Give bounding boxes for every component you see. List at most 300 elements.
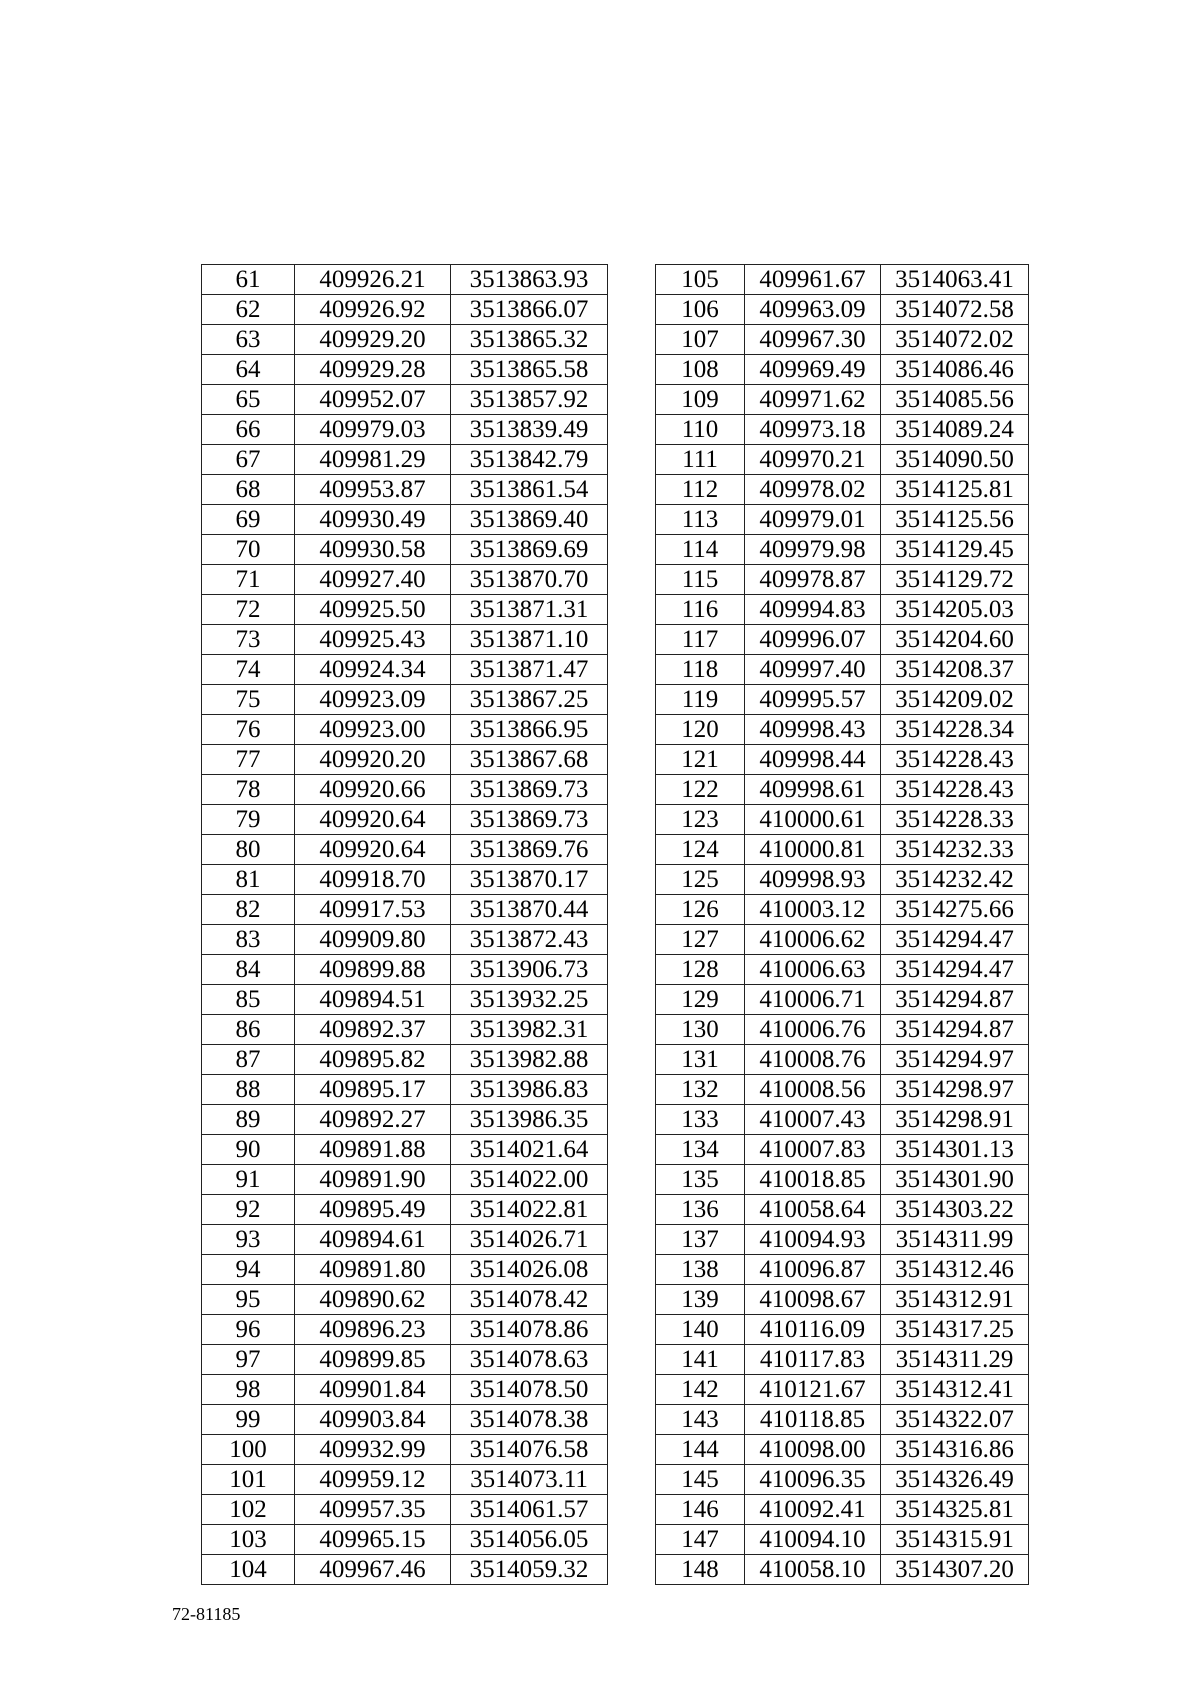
table-row <box>656 1105 1029 1135</box>
table-row <box>202 1255 608 1285</box>
table-row <box>656 865 1029 895</box>
table-row <box>656 595 1029 625</box>
x-coordinate-cell: 409920.20 <box>295 745 451 775</box>
point-number-cell: 138 <box>656 1255 745 1285</box>
point-number-cell: 84 <box>202 955 295 985</box>
x-coordinate-cell: 409925.50 <box>295 595 451 625</box>
point-number-cell: 130 <box>656 1015 745 1045</box>
point-number-cell: 113 <box>656 505 745 535</box>
point-number-cell: 114 <box>656 535 745 565</box>
table-row <box>656 1225 1029 1255</box>
x-coordinate-cell: 409994.83 <box>745 595 881 625</box>
point-number-cell: 81 <box>202 865 295 895</box>
point-number-cell: 147 <box>656 1525 745 1555</box>
y-coordinate-cell: 3514026.71 <box>451 1225 608 1255</box>
y-coordinate-cell: 3513986.35 <box>451 1105 608 1135</box>
y-coordinate-cell: 3514125.56 <box>881 505 1029 535</box>
point-number-cell: 92 <box>202 1195 295 1225</box>
y-coordinate-cell: 3513986.83 <box>451 1075 608 1105</box>
point-number-cell: 71 <box>202 565 295 595</box>
y-coordinate-cell: 3513869.73 <box>451 775 608 805</box>
y-coordinate-cell: 3514076.58 <box>451 1435 608 1465</box>
point-number-cell: 100 <box>202 1435 295 1465</box>
y-coordinate-cell: 3513869.73 <box>451 805 608 835</box>
x-coordinate-cell: 409978.87 <box>745 565 881 595</box>
x-coordinate-cell: 410096.87 <box>745 1255 881 1285</box>
x-coordinate-cell: 410096.35 <box>745 1465 881 1495</box>
table-row <box>656 625 1029 655</box>
y-coordinate-cell: 3514294.47 <box>881 925 1029 955</box>
table-row <box>656 265 1029 295</box>
y-coordinate-cell: 3514275.66 <box>881 895 1029 925</box>
y-coordinate-cell: 3513870.70 <box>451 565 608 595</box>
point-number-cell: 134 <box>656 1135 745 1165</box>
table-row <box>656 415 1029 445</box>
table-row <box>656 445 1029 475</box>
table-row <box>202 1105 608 1135</box>
point-number-cell: 87 <box>202 1045 295 1075</box>
x-coordinate-cell: 409899.85 <box>295 1345 451 1375</box>
y-coordinate-cell: 3514078.50 <box>451 1375 608 1405</box>
x-coordinate-cell: 409998.93 <box>745 865 881 895</box>
table-row <box>202 385 608 415</box>
table-row <box>656 1075 1029 1105</box>
x-coordinate-cell: 409998.43 <box>745 715 881 745</box>
y-coordinate-cell: 3514078.86 <box>451 1315 608 1345</box>
x-coordinate-cell: 409895.17 <box>295 1075 451 1105</box>
table-row <box>202 775 608 805</box>
x-coordinate-cell: 409895.49 <box>295 1195 451 1225</box>
y-coordinate-cell: 3514209.02 <box>881 685 1029 715</box>
table-row <box>202 595 608 625</box>
table-row <box>656 835 1029 865</box>
y-coordinate-cell: 3513861.54 <box>451 475 608 505</box>
y-coordinate-cell: 3513842.79 <box>451 445 608 475</box>
table-row <box>656 355 1029 385</box>
y-coordinate-cell: 3514205.03 <box>881 595 1029 625</box>
y-coordinate-cell: 3514056.05 <box>451 1525 608 1555</box>
point-number-cell: 136 <box>656 1195 745 1225</box>
table-row <box>202 835 608 865</box>
table-row <box>202 355 608 385</box>
table-row <box>202 1165 608 1195</box>
x-coordinate-cell: 410000.81 <box>745 835 881 865</box>
table-row <box>202 1225 608 1255</box>
point-number-cell: 99 <box>202 1405 295 1435</box>
table-row <box>202 505 608 535</box>
point-number-cell: 105 <box>656 265 745 295</box>
point-number-cell: 95 <box>202 1285 295 1315</box>
y-coordinate-cell: 3513869.76 <box>451 835 608 865</box>
table-row <box>202 1135 608 1165</box>
x-coordinate-cell: 410007.43 <box>745 1105 881 1135</box>
point-number-cell: 85 <box>202 985 295 1015</box>
y-coordinate-cell: 3513872.43 <box>451 925 608 955</box>
point-number-cell: 79 <box>202 805 295 835</box>
point-number-cell: 64 <box>202 355 295 385</box>
x-coordinate-cell: 410008.56 <box>745 1075 881 1105</box>
y-coordinate-cell: 3514307.20 <box>881 1555 1029 1585</box>
x-coordinate-cell: 409891.88 <box>295 1135 451 1165</box>
y-coordinate-cell: 3514125.81 <box>881 475 1029 505</box>
point-number-cell: 74 <box>202 655 295 685</box>
x-coordinate-cell: 409957.35 <box>295 1495 451 1525</box>
y-coordinate-cell: 3514294.87 <box>881 1015 1029 1045</box>
y-coordinate-cell: 3514312.41 <box>881 1375 1029 1405</box>
point-number-cell: 98 <box>202 1375 295 1405</box>
table-row <box>202 295 608 325</box>
point-number-cell: 77 <box>202 745 295 775</box>
point-number-cell: 61 <box>202 265 295 295</box>
y-coordinate-cell: 3514311.99 <box>881 1225 1029 1255</box>
point-number-cell: 69 <box>202 505 295 535</box>
y-coordinate-cell: 3514063.41 <box>881 265 1029 295</box>
x-coordinate-cell: 409979.98 <box>745 535 881 565</box>
x-coordinate-cell: 409998.61 <box>745 775 881 805</box>
point-number-cell: 145 <box>656 1465 745 1495</box>
x-coordinate-cell: 410018.85 <box>745 1165 881 1195</box>
y-coordinate-cell: 3514061.57 <box>451 1495 608 1525</box>
point-number-cell: 120 <box>656 715 745 745</box>
x-coordinate-cell: 410000.61 <box>745 805 881 835</box>
table-row <box>202 1495 608 1525</box>
y-coordinate-cell: 3514078.38 <box>451 1405 608 1435</box>
table-row <box>656 475 1029 505</box>
point-number-cell: 80 <box>202 835 295 865</box>
x-coordinate-cell: 409901.84 <box>295 1375 451 1405</box>
table-row <box>202 265 608 295</box>
point-number-cell: 91 <box>202 1165 295 1195</box>
y-coordinate-cell: 3513870.44 <box>451 895 608 925</box>
point-number-cell: 125 <box>656 865 745 895</box>
point-number-cell: 72 <box>202 595 295 625</box>
x-coordinate-cell: 409963.09 <box>745 295 881 325</box>
y-coordinate-cell: 3513866.95 <box>451 715 608 745</box>
point-number-cell: 148 <box>656 1555 745 1585</box>
table-row <box>202 985 608 1015</box>
x-coordinate-cell: 410058.64 <box>745 1195 881 1225</box>
point-number-cell: 111 <box>656 445 745 475</box>
table-row <box>202 685 608 715</box>
table-row <box>202 445 608 475</box>
point-number-cell: 62 <box>202 295 295 325</box>
y-coordinate-cell: 3513869.40 <box>451 505 608 535</box>
x-coordinate-cell: 409926.21 <box>295 265 451 295</box>
x-coordinate-cell: 409979.03 <box>295 415 451 445</box>
table-row <box>656 295 1029 325</box>
margin-document-number: 72-81185 <box>172 1604 241 1624</box>
table-row <box>656 925 1029 955</box>
point-number-cell: 140 <box>656 1315 745 1345</box>
point-number-cell: 66 <box>202 415 295 445</box>
point-number-cell: 67 <box>202 445 295 475</box>
point-number-cell: 76 <box>202 715 295 745</box>
point-number-cell: 144 <box>656 1435 745 1465</box>
point-number-cell: 132 <box>656 1075 745 1105</box>
y-coordinate-cell: 3513982.88 <box>451 1045 608 1075</box>
x-coordinate-cell: 409961.67 <box>745 265 881 295</box>
x-coordinate-cell: 410117.83 <box>745 1345 881 1375</box>
table-row <box>202 715 608 745</box>
y-coordinate-cell: 3513867.68 <box>451 745 608 775</box>
y-coordinate-cell: 3514085.56 <box>881 385 1029 415</box>
x-coordinate-cell: 410118.85 <box>745 1405 881 1435</box>
point-number-cell: 122 <box>656 775 745 805</box>
x-coordinate-cell: 409971.62 <box>745 385 881 415</box>
y-coordinate-cell: 3514022.00 <box>451 1165 608 1195</box>
x-coordinate-cell: 409929.20 <box>295 325 451 355</box>
x-coordinate-cell: 409930.58 <box>295 535 451 565</box>
point-number-cell: 78 <box>202 775 295 805</box>
point-number-cell: 97 <box>202 1345 295 1375</box>
point-number-cell: 65 <box>202 385 295 415</box>
table-row <box>202 805 608 835</box>
y-coordinate-cell: 3514208.37 <box>881 655 1029 685</box>
x-coordinate-cell: 410116.09 <box>745 1315 881 1345</box>
point-number-cell: 141 <box>656 1345 745 1375</box>
x-coordinate-cell: 409894.61 <box>295 1225 451 1255</box>
y-coordinate-cell: 3513869.69 <box>451 535 608 565</box>
table-row <box>656 1405 1029 1435</box>
x-coordinate-cell: 409892.37 <box>295 1015 451 1045</box>
table-row <box>656 1165 1029 1195</box>
y-coordinate-cell: 3513906.73 <box>451 955 608 985</box>
y-coordinate-cell: 3514294.87 <box>881 985 1029 1015</box>
y-coordinate-cell: 3513982.31 <box>451 1015 608 1045</box>
table-row <box>202 325 608 355</box>
point-number-cell: 102 <box>202 1495 295 1525</box>
y-coordinate-cell: 3514072.02 <box>881 325 1029 355</box>
point-number-cell: 109 <box>656 385 745 415</box>
table-row <box>202 1525 608 1555</box>
table-row <box>656 1525 1029 1555</box>
point-number-cell: 135 <box>656 1165 745 1195</box>
y-coordinate-cell: 3514073.11 <box>451 1465 608 1495</box>
point-number-cell: 133 <box>656 1105 745 1135</box>
point-number-cell: 117 <box>656 625 745 655</box>
table-row <box>202 1345 608 1375</box>
x-coordinate-cell: 409959.12 <box>295 1465 451 1495</box>
point-number-cell: 143 <box>656 1405 745 1435</box>
table-row <box>656 985 1029 1015</box>
table-row <box>202 1435 608 1465</box>
table-row <box>656 955 1029 985</box>
point-number-cell: 128 <box>656 955 745 985</box>
x-coordinate-cell: 409909.80 <box>295 925 451 955</box>
point-number-cell: 115 <box>656 565 745 595</box>
x-coordinate-cell: 409953.87 <box>295 475 451 505</box>
y-coordinate-cell: 3513865.32 <box>451 325 608 355</box>
y-coordinate-cell: 3514129.72 <box>881 565 1029 595</box>
point-number-cell: 139 <box>656 1285 745 1315</box>
table-row <box>656 505 1029 535</box>
y-coordinate-cell: 3514312.46 <box>881 1255 1029 1285</box>
x-coordinate-cell: 409891.90 <box>295 1165 451 1195</box>
point-number-cell: 104 <box>202 1555 295 1585</box>
x-coordinate-cell: 409995.57 <box>745 685 881 715</box>
point-number-cell: 127 <box>656 925 745 955</box>
table-row <box>656 1315 1029 1345</box>
point-number-cell: 101 <box>202 1465 295 1495</box>
table-row <box>202 475 608 505</box>
x-coordinate-cell: 409970.21 <box>745 445 881 475</box>
table-row <box>656 1045 1029 1075</box>
y-coordinate-cell: 3514059.32 <box>451 1555 608 1585</box>
y-coordinate-cell: 3514232.42 <box>881 865 1029 895</box>
y-coordinate-cell: 3513932.25 <box>451 985 608 1015</box>
y-coordinate-cell: 3513866.07 <box>451 295 608 325</box>
y-coordinate-cell: 3513863.93 <box>451 265 608 295</box>
x-coordinate-cell: 409973.18 <box>745 415 881 445</box>
x-coordinate-cell: 410007.83 <box>745 1135 881 1165</box>
y-coordinate-cell: 3514228.33 <box>881 805 1029 835</box>
x-coordinate-cell: 409920.66 <box>295 775 451 805</box>
y-coordinate-cell: 3514298.91 <box>881 1105 1029 1135</box>
point-number-cell: 75 <box>202 685 295 715</box>
coordinate-table-left <box>201 264 608 1585</box>
y-coordinate-cell: 3514078.63 <box>451 1345 608 1375</box>
y-coordinate-cell: 3513871.31 <box>451 595 608 625</box>
y-coordinate-cell: 3514086.46 <box>881 355 1029 385</box>
y-coordinate-cell: 3514301.90 <box>881 1165 1029 1195</box>
point-number-cell: 103 <box>202 1525 295 1555</box>
table-row <box>656 805 1029 835</box>
y-coordinate-cell: 3514129.45 <box>881 535 1029 565</box>
x-coordinate-cell: 409979.01 <box>745 505 881 535</box>
y-coordinate-cell: 3513839.49 <box>451 415 608 445</box>
table-row <box>202 745 608 775</box>
table-row <box>656 325 1029 355</box>
x-coordinate-cell: 409965.15 <box>295 1525 451 1555</box>
y-coordinate-cell: 3514228.34 <box>881 715 1029 745</box>
table-row <box>202 1315 608 1345</box>
point-number-cell: 68 <box>202 475 295 505</box>
table-row <box>202 1015 608 1045</box>
x-coordinate-cell: 410094.10 <box>745 1525 881 1555</box>
x-coordinate-cell: 409917.53 <box>295 895 451 925</box>
point-number-cell: 129 <box>656 985 745 1015</box>
table-row <box>656 685 1029 715</box>
point-number-cell: 110 <box>656 415 745 445</box>
point-number-cell: 121 <box>656 745 745 775</box>
x-coordinate-cell: 410098.00 <box>745 1435 881 1465</box>
point-number-cell: 82 <box>202 895 295 925</box>
point-number-cell: 83 <box>202 925 295 955</box>
y-coordinate-cell: 3514022.81 <box>451 1195 608 1225</box>
x-coordinate-cell: 409929.28 <box>295 355 451 385</box>
x-coordinate-cell: 409978.02 <box>745 475 881 505</box>
x-coordinate-cell: 409997.40 <box>745 655 881 685</box>
point-number-cell: 126 <box>656 895 745 925</box>
x-coordinate-cell: 409920.64 <box>295 835 451 865</box>
point-number-cell: 107 <box>656 325 745 355</box>
y-coordinate-cell: 3513871.47 <box>451 655 608 685</box>
table-row <box>656 1015 1029 1045</box>
y-coordinate-cell: 3514301.13 <box>881 1135 1029 1165</box>
y-coordinate-cell: 3514228.43 <box>881 775 1029 805</box>
table-row <box>656 715 1029 745</box>
y-coordinate-cell: 3514316.86 <box>881 1435 1029 1465</box>
x-coordinate-cell: 410006.76 <box>745 1015 881 1045</box>
y-coordinate-cell: 3514090.50 <box>881 445 1029 475</box>
table-row <box>656 1555 1029 1585</box>
x-coordinate-cell: 409899.88 <box>295 955 451 985</box>
point-number-cell: 112 <box>656 475 745 505</box>
point-number-cell: 96 <box>202 1315 295 1345</box>
table-row <box>202 1465 608 1495</box>
point-number-cell: 89 <box>202 1105 295 1135</box>
y-coordinate-cell: 3514089.24 <box>881 415 1029 445</box>
x-coordinate-cell: 409895.82 <box>295 1045 451 1075</box>
y-coordinate-cell: 3514228.43 <box>881 745 1029 775</box>
point-number-cell: 63 <box>202 325 295 355</box>
y-coordinate-cell: 3514312.91 <box>881 1285 1029 1315</box>
y-coordinate-cell: 3513857.92 <box>451 385 608 415</box>
point-number-cell: 146 <box>656 1495 745 1525</box>
y-coordinate-cell: 3514322.07 <box>881 1405 1029 1435</box>
x-coordinate-cell: 409926.92 <box>295 295 451 325</box>
x-coordinate-cell: 409896.23 <box>295 1315 451 1345</box>
point-number-cell: 137 <box>656 1225 745 1255</box>
table-row <box>202 565 608 595</box>
y-coordinate-cell: 3513867.25 <box>451 685 608 715</box>
y-coordinate-cell: 3514317.25 <box>881 1315 1029 1345</box>
y-coordinate-cell: 3514232.33 <box>881 835 1029 865</box>
x-coordinate-cell: 409967.46 <box>295 1555 451 1585</box>
x-coordinate-cell: 409903.84 <box>295 1405 451 1435</box>
table-row <box>656 655 1029 685</box>
y-coordinate-cell: 3514078.42 <box>451 1285 608 1315</box>
table-row <box>202 415 608 445</box>
table-row <box>202 865 608 895</box>
table-row <box>202 1405 608 1435</box>
y-coordinate-cell: 3514325.81 <box>881 1495 1029 1525</box>
x-coordinate-cell: 409923.00 <box>295 715 451 745</box>
point-number-cell: 108 <box>656 355 745 385</box>
point-number-cell: 119 <box>656 685 745 715</box>
x-coordinate-cell: 409981.29 <box>295 445 451 475</box>
y-coordinate-cell: 3514315.91 <box>881 1525 1029 1555</box>
table-row <box>656 1375 1029 1405</box>
table-row <box>202 925 608 955</box>
y-coordinate-cell: 3513871.10 <box>451 625 608 655</box>
point-number-cell: 142 <box>656 1375 745 1405</box>
table-row <box>202 955 608 985</box>
point-number-cell: 94 <box>202 1255 295 1285</box>
point-number-cell: 124 <box>656 835 745 865</box>
x-coordinate-cell: 409930.49 <box>295 505 451 535</box>
table-row <box>202 535 608 565</box>
x-coordinate-cell: 409892.27 <box>295 1105 451 1135</box>
x-coordinate-cell: 409920.64 <box>295 805 451 835</box>
point-number-cell: 131 <box>656 1045 745 1075</box>
point-number-cell: 88 <box>202 1075 295 1105</box>
x-coordinate-cell: 409890.62 <box>295 1285 451 1315</box>
table-row <box>202 655 608 685</box>
table-row <box>202 895 608 925</box>
x-coordinate-cell: 409918.70 <box>295 865 451 895</box>
x-coordinate-cell: 409894.51 <box>295 985 451 1015</box>
y-coordinate-cell: 3514204.60 <box>881 625 1029 655</box>
point-number-cell: 73 <box>202 625 295 655</box>
x-coordinate-cell: 409924.34 <box>295 655 451 685</box>
table-row <box>656 1495 1029 1525</box>
table-row <box>202 1375 608 1405</box>
y-coordinate-cell: 3514021.64 <box>451 1135 608 1165</box>
table-row <box>202 625 608 655</box>
x-coordinate-cell: 409998.44 <box>745 745 881 775</box>
x-coordinate-cell: 410092.41 <box>745 1495 881 1525</box>
